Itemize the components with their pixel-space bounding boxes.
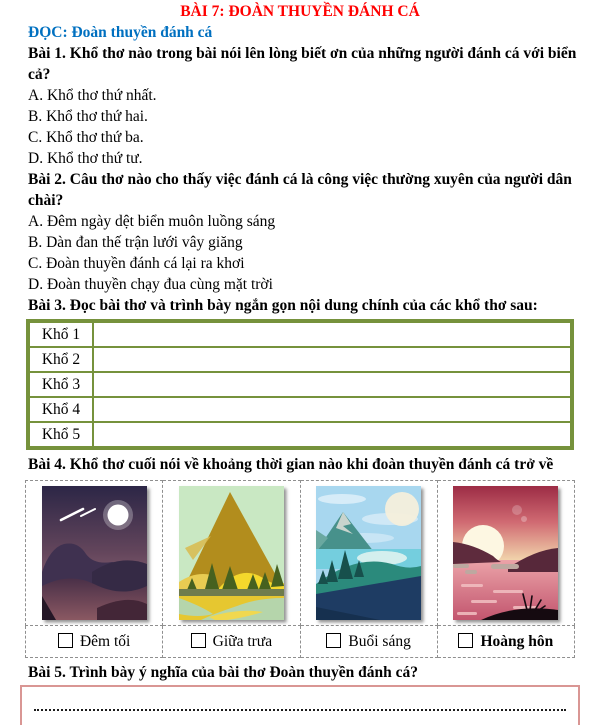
stanza-summary-table xyxy=(26,319,574,450)
stanza-1-answer-cell[interactable] xyxy=(93,321,572,347)
question-5-heading: Bài 5. Trình bày ý nghĩa của bài thơ Đoàn thuyền đánh cá? xyxy=(28,664,419,681)
table-row xyxy=(28,397,572,422)
sunset-scene-cell xyxy=(437,481,574,626)
answer-line[interactable] xyxy=(34,711,566,725)
page-title: BÀI 7: ĐOÀN THUYỀN ĐÁNH CÁ xyxy=(180,3,420,20)
noon-scene-cell xyxy=(163,481,300,626)
caption-cell-buoi-sang xyxy=(300,626,437,658)
table-row xyxy=(28,347,572,372)
caption-row xyxy=(26,626,575,658)
question-1-option-b: B. Khổ thơ thứ hai. xyxy=(28,108,148,125)
question-2-option-a: A. Đêm ngày dệt biển muôn luồng sáng xyxy=(28,213,276,230)
stanza-1-label: Khổ 1 xyxy=(28,321,93,347)
night-scene-image xyxy=(42,486,147,620)
stanza-4-label: Khổ 4 xyxy=(28,397,93,422)
stanza-3-label: Khổ 3 xyxy=(28,372,93,397)
caption-cell-hoang-hon xyxy=(437,626,574,658)
answer-box[interactable] xyxy=(20,685,580,725)
stanza-2-label: Khổ 2 xyxy=(28,347,93,372)
morning-scene-image xyxy=(316,486,421,620)
sun-icon xyxy=(385,492,419,526)
question-2-heading: Bài 2. Câu thơ nào cho thấy việc đánh cá là công việc thường xuyên của người dân chài? xyxy=(28,171,572,209)
table-row xyxy=(28,321,572,347)
moon-icon xyxy=(107,505,128,526)
cloud xyxy=(318,494,366,504)
question-1-option-d: D. Khổ thơ thứ tư. xyxy=(28,150,143,167)
choice-label-giua-trua: Giữa trưa xyxy=(212,633,273,650)
question-1-option-c: C. Khổ thơ thứ ba. xyxy=(28,129,144,146)
stanza-5-label: Khổ 5 xyxy=(28,422,93,448)
morning-scene-cell xyxy=(300,481,437,626)
choice-label-buoi-sang: Buổi sáng xyxy=(348,633,411,650)
stanza-4-answer-cell[interactable] xyxy=(93,397,572,422)
question-2-option-b: B. Dàn đan thế trận lưới vây giăng xyxy=(28,234,243,251)
table-row xyxy=(28,372,572,397)
question-1-heading: Bài 1. Khổ thơ nào trong bài nói lên lòng biết ơn của những người đánh cá với biển cả? xyxy=(28,45,577,83)
question-2-option-d: D. Đoàn thuyền chạy đua cùng mặt trời xyxy=(28,276,273,293)
stanza-2-answer-cell[interactable] xyxy=(93,347,572,372)
answer-line[interactable] xyxy=(34,697,566,711)
caption-cell-giua-trua xyxy=(163,626,300,658)
checkbox-giua-trua[interactable] xyxy=(191,633,206,648)
question-3-heading: Bài 3. Đọc bài thơ và trình bày ngắn gọn nội dung chính của các khổ thơ sau: xyxy=(28,297,538,314)
choice-label-dem-toi: Đêm tối xyxy=(79,633,131,650)
stanza-5-answer-cell[interactable] xyxy=(93,422,572,448)
night-scene-cell xyxy=(26,481,163,626)
question-2-option-c: C. Đoàn thuyền đánh cá lại ra khơi xyxy=(28,255,245,272)
time-of-day-choices-grid xyxy=(25,480,575,658)
checkbox-hoang-hon[interactable] xyxy=(458,633,473,648)
choice-label-hoang-hon: Hoàng hôn xyxy=(480,633,554,650)
table-row xyxy=(28,422,572,448)
checkbox-buoi-sang[interactable] xyxy=(326,633,341,648)
checkbox-dem-toi[interactable] xyxy=(58,633,73,648)
lens-flare xyxy=(512,505,522,515)
caption-cell-dem-toi xyxy=(26,626,163,658)
question-4-heading: Bài 4. Khổ thơ cuối nói về khoảng thời gian nào khi đoàn thuyền đánh cá trở về xyxy=(28,456,554,473)
scene-images-row xyxy=(26,481,575,626)
sunset-scene-image xyxy=(453,486,558,620)
stanza-3-answer-cell[interactable] xyxy=(93,372,572,397)
noon-scene-image xyxy=(179,486,284,620)
question-1-option-a: A. Khổ thơ thứ nhất. xyxy=(28,87,157,104)
reading-subtitle: ĐỌC: Đoàn thuyền đánh cá xyxy=(28,24,213,41)
